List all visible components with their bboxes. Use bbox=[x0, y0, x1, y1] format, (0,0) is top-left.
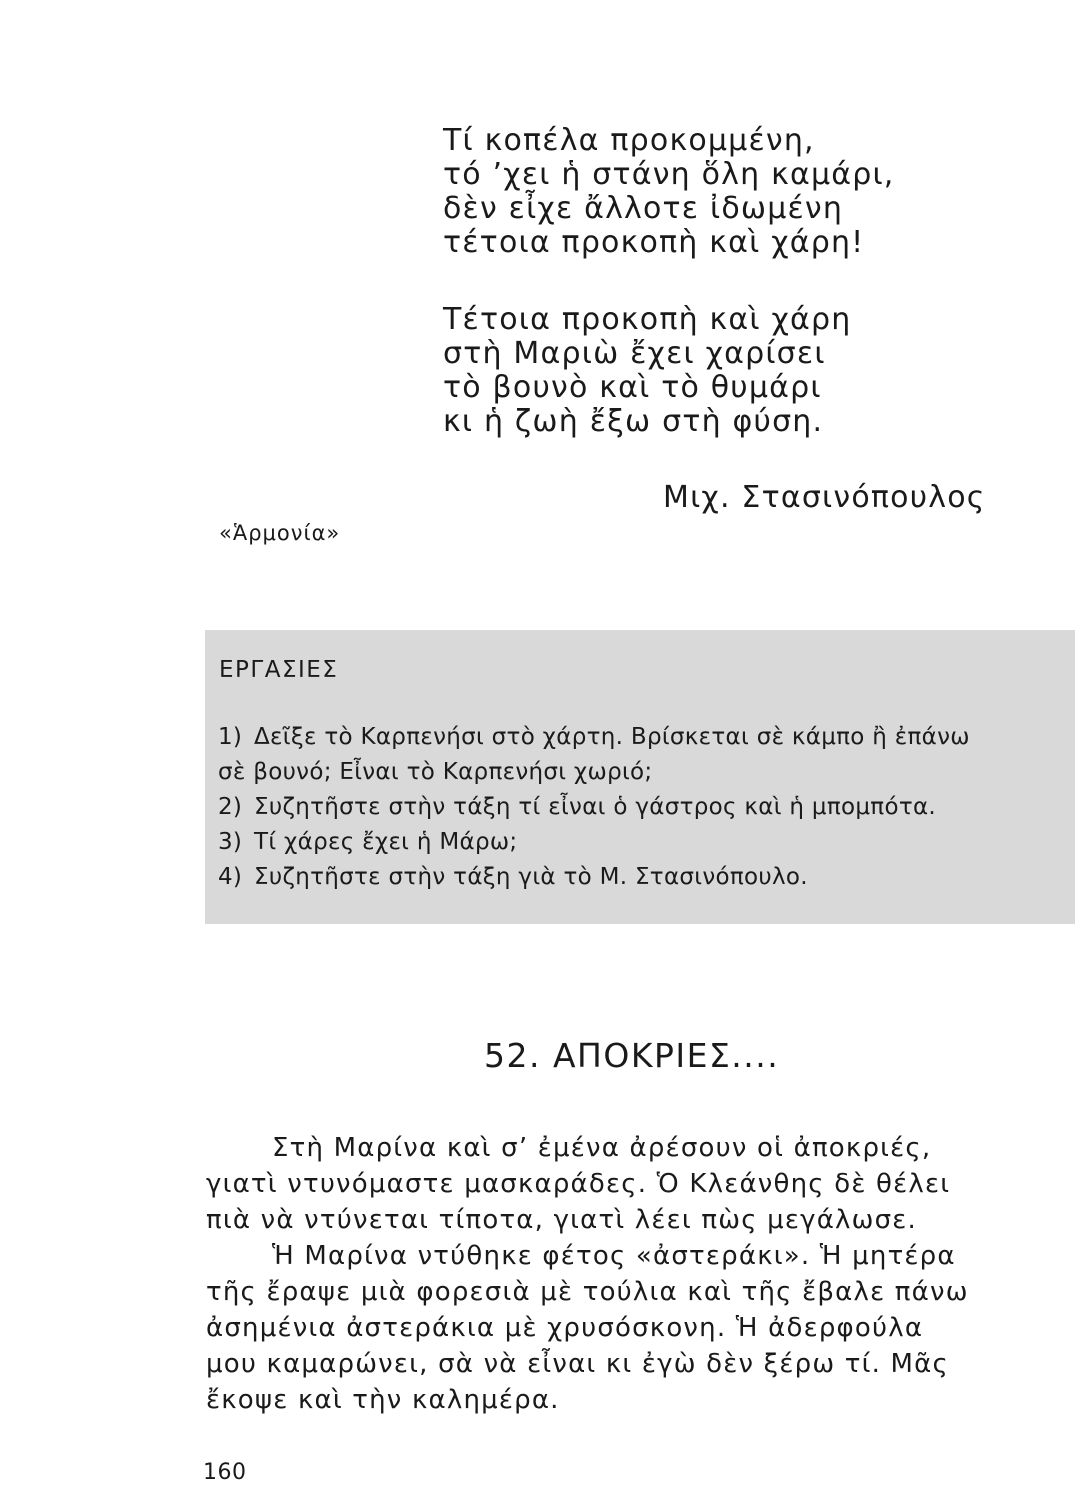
prose-line: μου καμαρώνει, σὰ νὰ εἶναι κι ἐγὼ δὲν ξέρω τί. Μᾶς bbox=[206, 1349, 949, 1379]
prose-text bbox=[206, 1130, 1076, 1418]
task-text: Συζητῆστε στὴν τάξη τί εἶναι ὁ γάστρος καὶ ἡ μπομπότα. bbox=[254, 794, 937, 820]
poem bbox=[443, 124, 1003, 439]
prose-line: Ἡ Μαρίνα ντύθηκε φέτος «ἀστεράκι». Ἡ μητέρα bbox=[272, 1241, 956, 1271]
page-number: 160 bbox=[203, 1460, 247, 1485]
tasks-list bbox=[218, 720, 1073, 895]
task-item bbox=[218, 860, 1073, 895]
poem-line: στὴ Μαριὼ ἔχει χαρίσει bbox=[443, 336, 826, 371]
prose-line: τῆς ἔραψε μιὰ φορεσιὰ μὲ τούλια καὶ τῆς ἔβαλε πάνω bbox=[206, 1277, 969, 1307]
poem-stanza-2 bbox=[443, 303, 1003, 439]
poem-line: τό ’χει ἡ στάνη ὅλη καμάρι, bbox=[443, 157, 895, 192]
task-item bbox=[218, 825, 1073, 860]
prose-line: ἀσημένια ἀστεράκια μὲ χρυσόσκονη. Ἡ ἀδερφούλα bbox=[206, 1313, 924, 1343]
prose-line: γιατὶ ντυνόμαστε μασκαράδες. Ὁ Κλεάνθης δὲ θέλει bbox=[206, 1169, 951, 1199]
task-number: 3) bbox=[218, 829, 243, 855]
poem-line: Τέτοια προκοπὴ καὶ χάρη bbox=[443, 302, 852, 337]
prose-line: πιὰ νὰ ντύνεται τίποτα, γιατὶ λέει πὼς μεγάλωσε. bbox=[206, 1205, 917, 1235]
poem-line: Τί κοπέλα προκομμένη, bbox=[443, 123, 815, 158]
task-text: Συζητῆστε στὴν τάξη γιὰ τὸ Μ. Στασινόπουλο. bbox=[254, 864, 808, 890]
prose-line: Στὴ Μαρίνα καὶ σ’ ἐμένα ἀρέσουν οἱ ἀποκριές, bbox=[272, 1133, 932, 1163]
chapter-title: 52. ΑΠΟΚΡΙΕΣ.... bbox=[484, 1036, 780, 1075]
task-number: 2) bbox=[218, 794, 243, 820]
poem-line: τὸ βουνὸ καὶ τὸ θυμάρι bbox=[443, 370, 822, 405]
poem-stanza-1 bbox=[443, 124, 1003, 260]
task-number: 4) bbox=[218, 864, 243, 890]
poem-line: τέτοια προκοπὴ καὶ χάρη! bbox=[443, 225, 865, 260]
task-number: 1) bbox=[218, 724, 243, 750]
prose-line: ἔκοψε καὶ τὴν καλημέρα. bbox=[206, 1385, 560, 1415]
tasks-box bbox=[205, 630, 1075, 924]
poem-author: Μιχ. Στασινόπουλος bbox=[663, 480, 986, 515]
task-text: Δεῖξε τὸ Καρπενήσι στὸ χάρτη. Βρίσκεται σὲ κάμπο ἢ ἐπάνω bbox=[254, 724, 970, 750]
task-text: Τί χάρες ἔχει ἡ Μάρω; bbox=[254, 829, 518, 855]
tasks-title: ΕΡΓΑΣΙΕΣ bbox=[219, 657, 339, 683]
task-item bbox=[218, 720, 1073, 755]
poem-line: κι ἡ ζωὴ ἔξω στὴ φύση. bbox=[443, 404, 824, 439]
task-item bbox=[218, 790, 1073, 825]
task-item-continued: σὲ βουνό; Εἶναι τὸ Καρπενήσι χωριό; bbox=[218, 759, 653, 785]
poem-source: «Ἁρμονία» bbox=[219, 521, 341, 545]
poem-line: δὲν εἶχε ἄλλοτε ἰδωμένη bbox=[443, 191, 844, 226]
